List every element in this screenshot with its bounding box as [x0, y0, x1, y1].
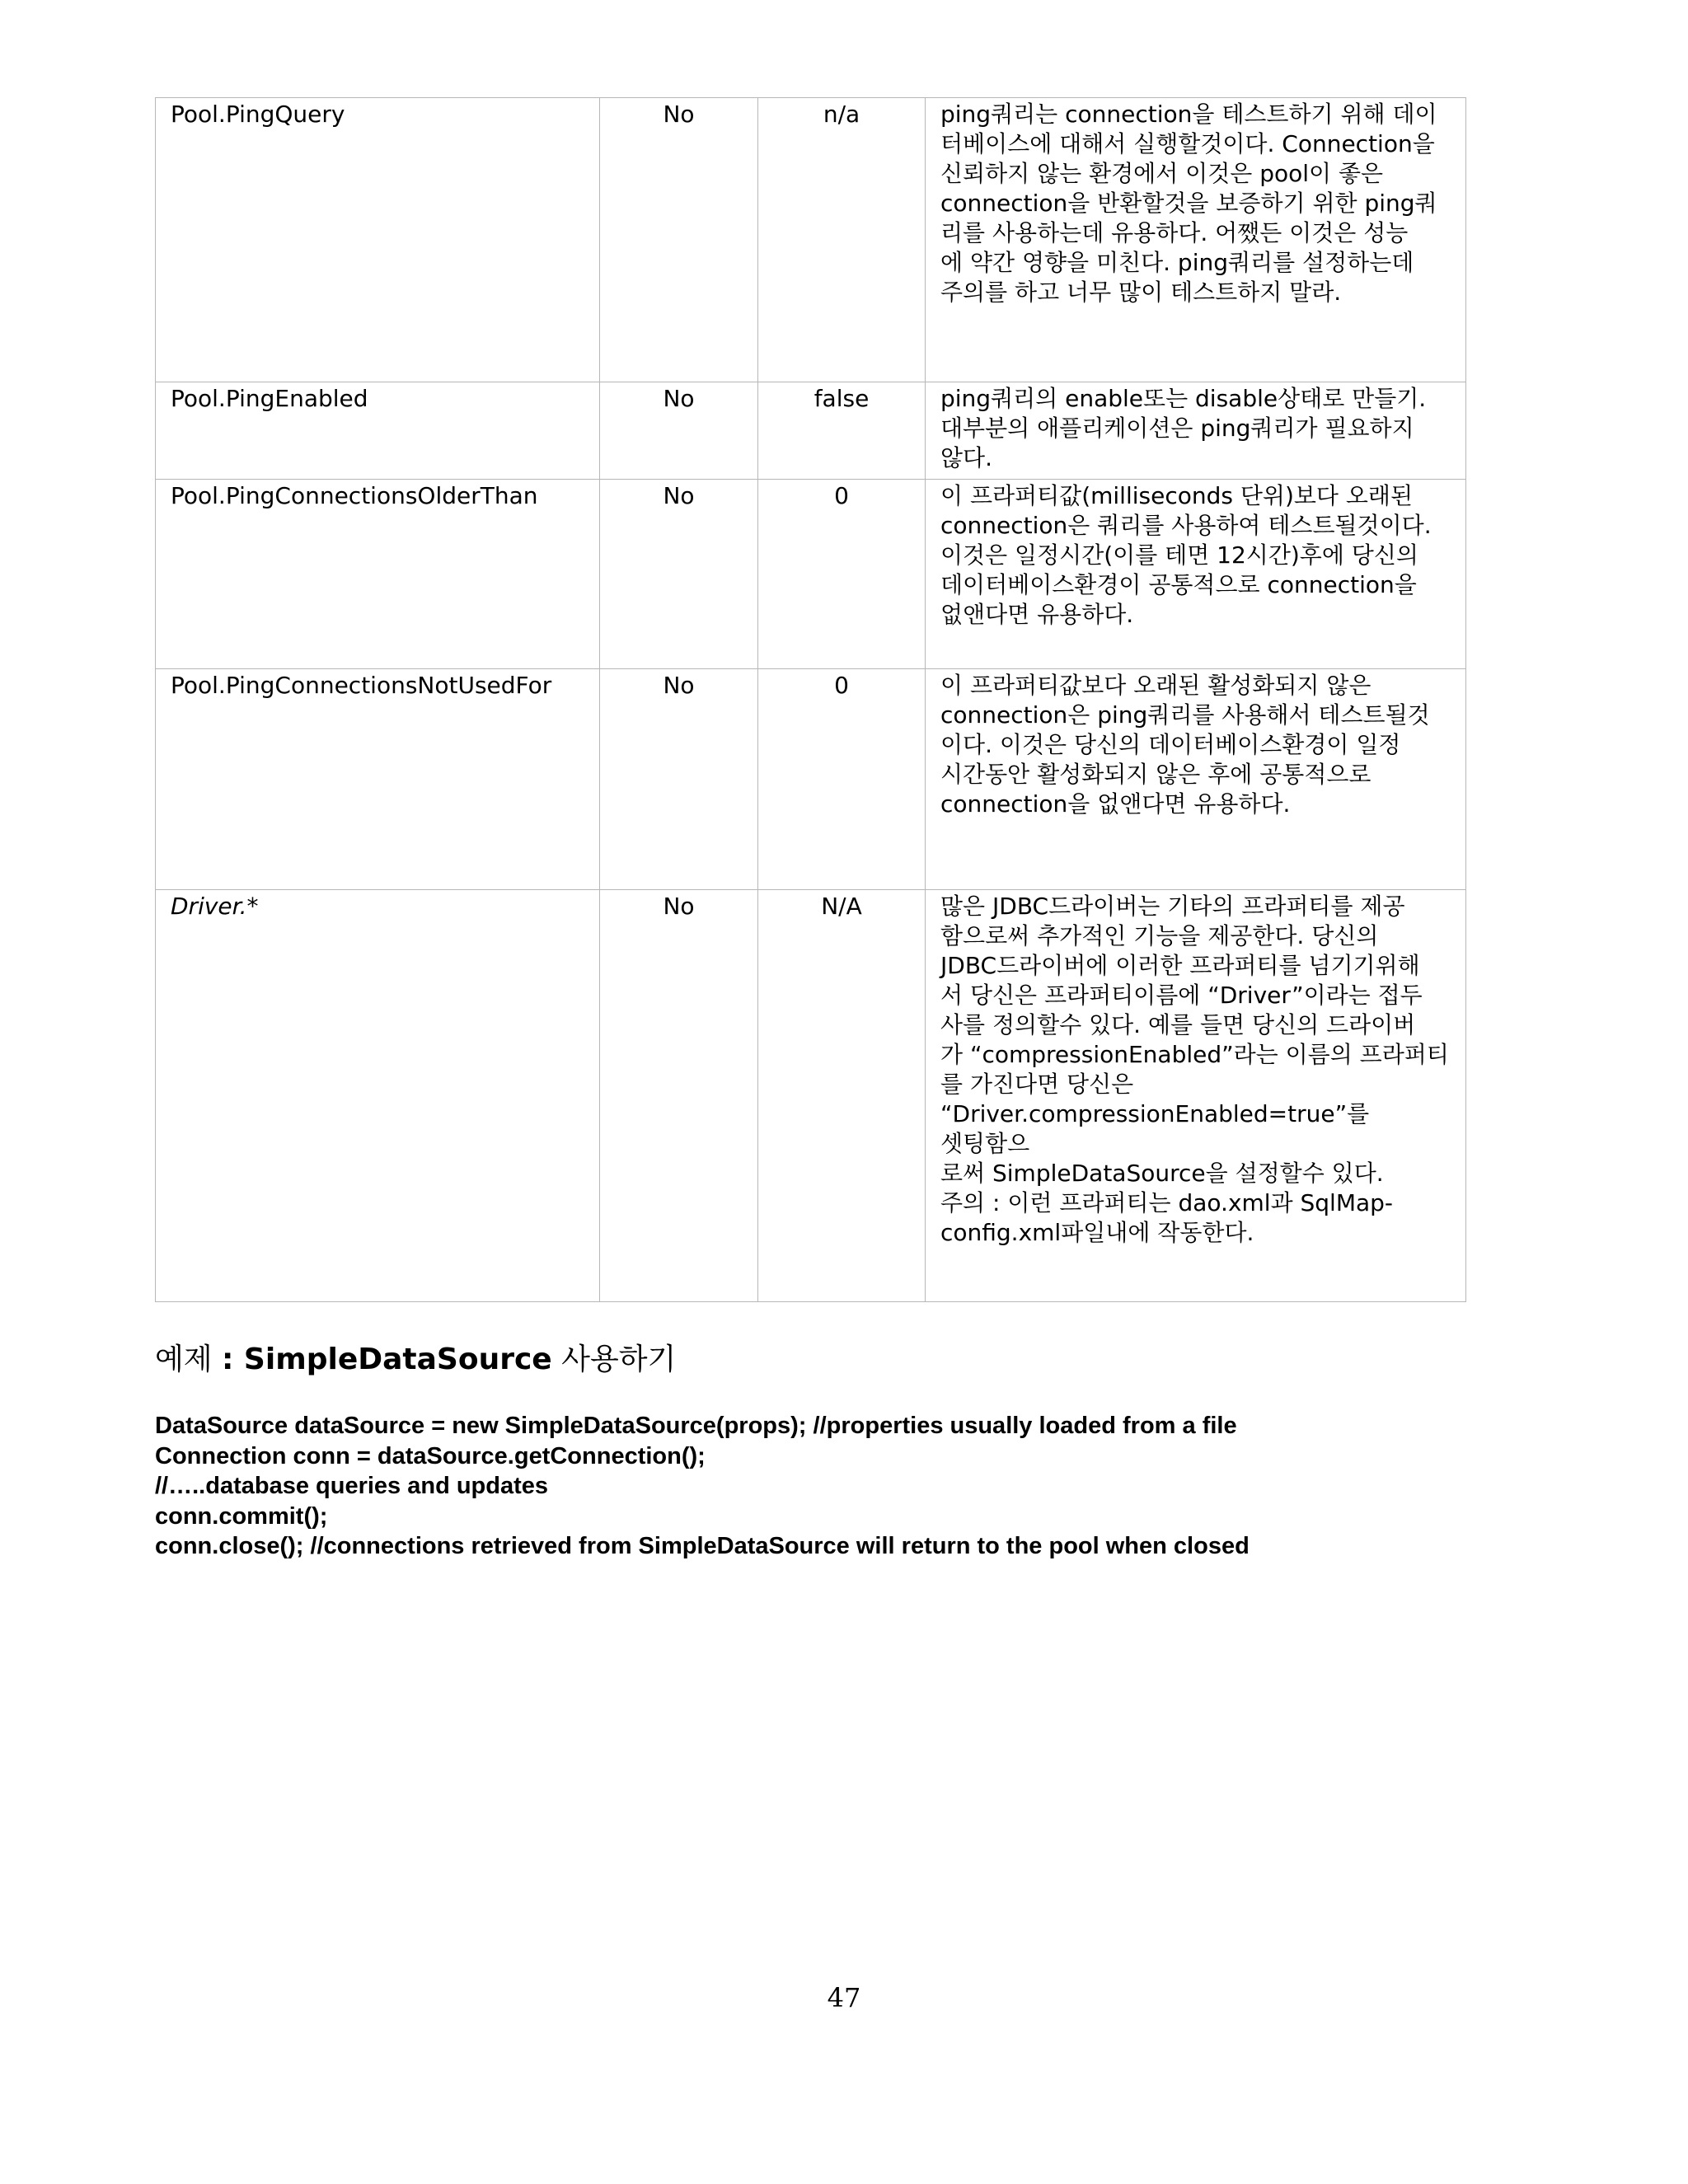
table-row: [156, 890, 1466, 1302]
table-row: [156, 382, 1466, 480]
description-cell: 많은 JDBC드라이버는 기타의 프라퍼티를 제공 함으로써 추가적인 기능을 제공한다. 당신의 JDBC드라이버에 이러한 프라퍼티를 넘기기위해 서 당신은 프라퍼티이름에 “Driver”이라는 접두 사를 정의할수 있다. 예를 들면 당신의 드라이버 가 “compressionEnabled”라는 이름의 프라퍼티 를 가진다면 당신은 “Driver.compressionEnabled=true”를 셋팅함으 로써 SimpleDataSource을 설정할수 있다. 주의 : 이런 프라퍼티는 dao.xml과 SqlMap- config.xml파일내에 작동한다.: [926, 890, 1466, 1302]
default-value-cell: 0: [758, 480, 926, 669]
code-line: conn.commit();: [155, 1502, 328, 1530]
table-row: [156, 98, 1466, 382]
default-value-cell: 0: [758, 669, 926, 890]
property-name: [156, 890, 600, 1302]
required-cell: No: [600, 480, 758, 669]
page-number: 47: [827, 1982, 861, 2013]
description-cell: 이 프라퍼티값(milliseconds 단위)보다 오래된 connection은 쿼리를 사용하여 테스트될것이다. 이것은 일정시간(이를 테면 12시간)후에 당신의 데이터베이스환경이 공통적으로 connection을 없앤다면 유용하다.: [926, 480, 1466, 669]
table-row: [156, 480, 1466, 669]
example-heading: [155, 1342, 676, 1378]
default-value-cell: n/a: [758, 98, 926, 382]
required-cell: No: [600, 382, 758, 480]
required-cell: No: [600, 890, 758, 1302]
default-value-cell: false: [758, 382, 926, 480]
description-cell: ping쿼리는 connection을 테스트하기 위해 데이 터베이스에 대해서 실행할것이다. Connection을 신뢰하지 않는 환경에서 이것은 pool이 좋은 connection을 반환할것을 보증하기 위한 ping쿼 리를 사용하는데 유용하다. 어쨌든 이것은 성능 에 약간 영향을 미친다. ping쿼리를 설정하는데 주의를 하고 너무 많이 테스트하지 말라.: [926, 98, 1466, 382]
properties-table: [155, 97, 1466, 1302]
example-heading-prefix: 예제: [155, 1343, 222, 1376]
property-name: Pool.PingEnabled: [156, 382, 600, 480]
code-line: Connection conn = dataSource.getConnection();: [155, 1442, 706, 1469]
example-heading-suffix: 사용하기: [551, 1343, 677, 1376]
description-cell: 이 프라퍼티값보다 오래된 활성화되지 않은 connection은 ping쿼리를 사용해서 테스트될것 이다. 이것은 당신의 데이터베이스환경이 일정 시간동안 활성화되지 않은 후에 공통적으로 connection을 없앤다면 유용하다.: [926, 669, 1466, 890]
code-line: DataSource dataSource = new SimpleDataSource(props); //properties usually loaded from a file: [155, 1413, 1237, 1439]
default-value-cell: N/A: [758, 890, 926, 1302]
code-block: [155, 1411, 1250, 1562]
property-name: Pool.PingConnectionsNotUsedFor: [156, 669, 600, 890]
code-line: conn.close(); //connections retrieved from SimpleDataSource will return to the pool when closed: [155, 1533, 1250, 1559]
required-cell: No: [600, 98, 758, 382]
example-heading-title: : SimpleDataSource: [222, 1343, 552, 1376]
description-cell: ping쿼리의 enable또는 disable상태로 만들기. 대부분의 애플리케이션은 ping쿼리가 필요하지 않다.: [926, 382, 1466, 480]
table-row: [156, 669, 1466, 890]
property-name: Pool.PingConnectionsOlderThan: [156, 480, 600, 669]
code-line: //…..database queries and updates: [155, 1473, 549, 1499]
property-name: Pool.PingQuery: [156, 98, 600, 382]
required-cell: No: [600, 669, 758, 890]
property-name-text: Driver.*: [171, 893, 259, 920]
